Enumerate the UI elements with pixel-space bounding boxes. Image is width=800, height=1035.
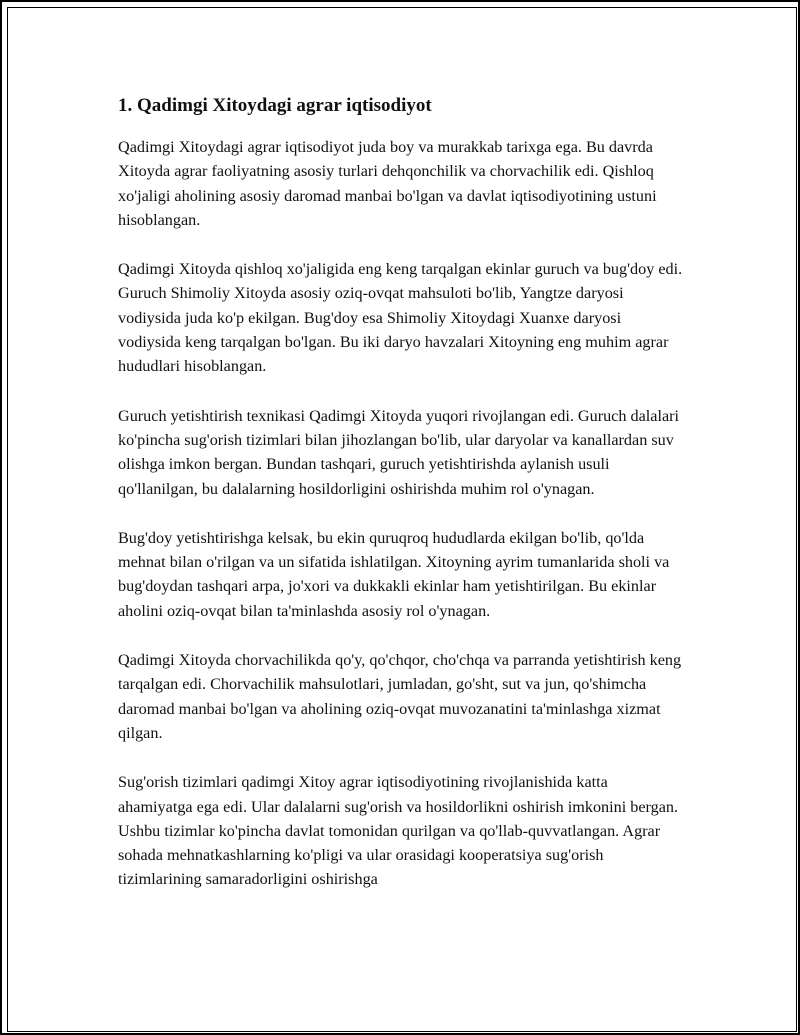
paragraph-crops: Qadimgi Xitoyda qishloq xo'jaligida eng keng tarqalgan ekinlar guruch va bug'doy edi. Guruch Shimoliy Xitoyda asosiy oziq-ovqat mahsuloti bo'lib, Yangtze daryosi vodiysida juda ko'p ekilgan. Bug'doy esa Shimoliy Xitoydagi Xuanxe daryosi vodiysida keng tarqalgan bo'lgan. Bu iki daryo havzalari Xitoyning eng muhim agrar hududlari hisoblangan.: [118, 260, 683, 376]
paragraph-irrigation: Sug'orish tizimlari qadimgi Xitoy agrar iqtisodiyotining rivojlanishida katta ahamiyatga ega edi. Ular dalalarni sug'orish va hosildorlikni oshirish imkonini bergan. Ushbu tizimlar ko'pincha davlat tomonidan qurilgan va qo'llab-quvvatlangan. Agrar sohada mehnatkashlarning ko'pligi va ular orasidagi kooperatsiya sug'orish tizimlarining samaradorligini oshirishga: [118, 773, 679, 889]
paragraph-rice-cultivation: Guruch yetishtirish texnikasi Qadimgi Xitoyda yuqori rivojlangan edi. Guruch dalalari ko'pincha sug'orish tizimlari bilan jihozlangan bo'lib, ular daryolar va kanallardan suv olishga imkon bergan. Bundan tashqari, guruch yetishtirishda aylanish usuli qo'llanilgan, bu dalalarning hosildorligini oshirishda muhim rol o'ynagan.: [118, 406, 680, 498]
document-body: [118, 92, 684, 917]
paragraph-livestock: Qadimgi Xitoyda chorvachilikda qo'y, qo'chqor, cho'chqa va parranda yetishtirish keng tarqalgan edi. Chorvachilik mahsulotlari, jumladan, go'sht, sut va jun, qo'shimcha daromad manbai bo'lgan va aholining oziq-ovqat muvozanatini ta'minlashga xizmat qilgan.: [118, 651, 682, 742]
section-title: 1. Qadimgi Xitoydagi agrar iqtisodiyot: [118, 95, 432, 116]
paragraph-intro: Qadimgi Xitoydagi agrar iqtisodiyot juda boy va murakkab tarixga ega. Bu davrda Xitoyda agrar faoliyatning asosiy turlari dehqonchilik va chorvachilik edi. Qishloq xo'jaligi aholining asosiy daromad manbai bo'lgan va davlat iqtisodiyotining ustuni hisoblangan.: [118, 138, 657, 229]
paragraph-wheat-cultivation: Bug'doy yetishtirishga kelsak, bu ekin quruqroq hududlarda ekilgan bo'lib, qo'lda mehnat bilan o'rilgan va un sifatida ishlatilgan. Xitoyning ayrim tumanlarida sholi va bug'doydan tashqari arpa, jo'xori va dukkakli ekinlar ham yetishtirilgan. Bu ekinlar aholini oziq-ovqat bilan ta'minlashda asosiy rol o'ynagan.: [118, 528, 670, 620]
